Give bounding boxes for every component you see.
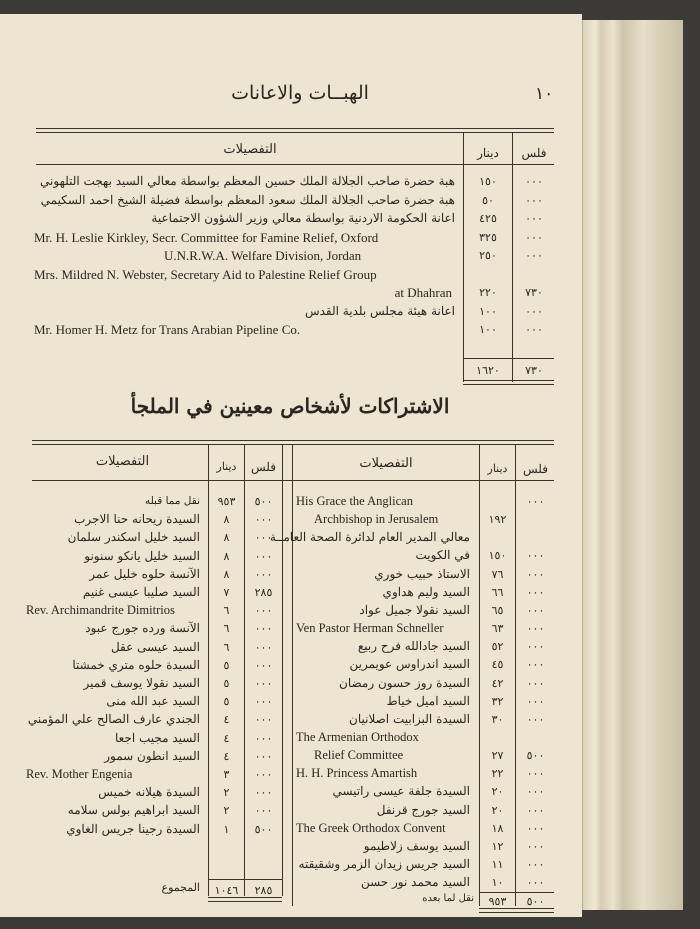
- row-fils: ٠٠٠: [525, 249, 543, 262]
- row-fils: ٠٠٠: [526, 767, 545, 781]
- book-page: [0, 14, 582, 917]
- row-fils: ٧٣٠: [525, 286, 543, 299]
- row-fils: ٠٠٠: [254, 567, 273, 581]
- row-dinar: ٢٠: [491, 803, 504, 817]
- table-rule: [36, 128, 554, 133]
- page-edges: [582, 20, 683, 910]
- row-details: السيدة جلفة عيسى راتيسي: [332, 784, 470, 799]
- row-fils: ٠٠٠: [526, 495, 545, 508]
- column-rule: [244, 444, 245, 896]
- column-rule: [479, 444, 480, 906]
- row-dinar: ٣: [223, 768, 230, 781]
- row-details: السيد وليم هداوي: [382, 584, 470, 599]
- carry-forward-dinar: ٩٥٣: [488, 895, 507, 908]
- column-rule: [282, 444, 283, 896]
- row-details: الآنسة ورده جورج عبود: [85, 621, 200, 636]
- row-fils: ٠٠٠: [526, 603, 545, 617]
- row-details: السيد مجيب اجعا: [114, 730, 200, 745]
- row-details: السيد اميل خياط: [386, 693, 470, 708]
- column-rule: [208, 444, 209, 896]
- row-fils: ٠٠٠: [526, 549, 545, 563]
- row-fils: ٠٠٠: [254, 531, 273, 545]
- row-details: هبة حضرة صاحب الجلالة الملك سعود المعظم بواسطة فضيلة الشيخ احمد السكيمي: [40, 192, 455, 207]
- row-dinar: ٨: [223, 531, 230, 545]
- row-fils: ٠٠٠: [254, 749, 273, 763]
- row-details: Relief Committee: [314, 748, 404, 763]
- row-details: معالي المدير العام لدائرة الصحة العامــة: [269, 530, 470, 545]
- row-fils: ٠٠٠: [526, 821, 545, 835]
- row-fils: ٠٠٠: [254, 622, 273, 636]
- row-dinar: ٤: [223, 749, 230, 763]
- row-dinar: ١٠٠: [479, 304, 497, 318]
- row-details: U.N.R.W.A. Welfare Division, Jordan: [164, 248, 362, 263]
- row-fils: ٠٠٠: [526, 694, 545, 708]
- section-heading: الاشتراكات لأشخاص معينين في الملجأ: [130, 394, 450, 418]
- row-fils: ٠٠٠: [254, 640, 273, 654]
- row-dinar: ٢: [223, 804, 230, 818]
- row-fils: ٠٠٠: [254, 804, 273, 818]
- header-dinar: دينار: [216, 460, 237, 473]
- row-details: السيد جادالله فرح ربيع: [357, 639, 470, 654]
- page-number: ١٠: [535, 84, 554, 104]
- row-details: الاستاذ حبيب خوري: [374, 566, 470, 581]
- row-details: السيد جريس زيدان الزمر وشقيقته: [298, 857, 470, 871]
- row-dinar: ٢٢: [491, 767, 504, 781]
- header-fils: فلس: [250, 460, 276, 474]
- row-details: نقل مما قبله: [144, 495, 200, 507]
- row-dinar: ٣٢٥: [479, 230, 497, 244]
- row-dinar: ١٨: [491, 821, 504, 835]
- row-details: Ven Pastor Herman Schneller: [296, 621, 444, 636]
- column-rule: [463, 132, 464, 382]
- header-fils: فلس: [521, 146, 547, 160]
- carry-forward-label: نقل لما بعده: [422, 893, 474, 904]
- row-fils: ٥٠٠: [526, 749, 545, 763]
- row-fils: ٠٠٠: [526, 585, 545, 599]
- row-details: في الكويت: [415, 548, 470, 563]
- table-rule: [32, 440, 554, 445]
- row-details: السيدة حلوه متري خمشتا: [72, 657, 200, 672]
- footer-rule: [479, 892, 554, 893]
- row-dinar: ٥٠: [482, 193, 494, 207]
- row-fils: ٠٠٠: [525, 212, 543, 225]
- row-dinar: ٤٥: [491, 658, 504, 672]
- row-details: at Dhahran: [394, 285, 452, 300]
- row-details: The Greek Orthodox Convent: [296, 820, 446, 835]
- row-details: السيد عيسى عقل: [110, 639, 200, 654]
- row-fils: ٠٠٠: [526, 803, 545, 817]
- row-dinar: ٥: [223, 695, 230, 709]
- row-dinar: ٨: [223, 549, 230, 563]
- column-rule: [292, 444, 293, 906]
- table-rule: [208, 897, 282, 902]
- row-details: Rev. Mother Engenia: [26, 767, 133, 781]
- table-rule: [32, 480, 554, 481]
- column-rule: [515, 444, 516, 906]
- total-label: المجموع: [161, 881, 200, 894]
- row-dinar: ٢٥٠: [479, 249, 497, 262]
- row-dinar: ٥٢: [491, 640, 504, 654]
- row-fils: ٠٠٠: [526, 858, 545, 871]
- row-fils: ٠٠٠: [526, 712, 545, 726]
- row-dinar: ٤: [223, 731, 230, 745]
- row-details: The Armenian Orthodox: [296, 729, 419, 744]
- row-dinar: ١٥٠: [479, 175, 497, 188]
- row-fils: ٠٠٠: [254, 677, 273, 690]
- total-dinar: ١٦٢٠: [476, 364, 500, 377]
- row-dinar: ١٩٢: [488, 513, 507, 527]
- row-details: السيد نقولا يوسف قمير: [83, 676, 200, 690]
- row-fils: ٠٠٠: [254, 604, 273, 618]
- row-fils: ٠٠٠: [254, 713, 273, 727]
- row-dinar: ٦: [223, 640, 230, 654]
- row-details: السيدة ريحانه حنا الاجرب: [74, 512, 200, 527]
- row-fils: ٠٠٠: [526, 839, 545, 853]
- row-dinar: ٢٧: [491, 749, 504, 763]
- row-fils: ٠٠٠: [526, 876, 545, 890]
- row-details: السيد خليل يانكو سنونو: [84, 548, 200, 563]
- total-dinar: ١٠٤٦: [214, 884, 239, 897]
- table-rule: [463, 380, 554, 385]
- running-title: الهبــات والاعانات: [231, 82, 369, 104]
- row-fils: ٠٠٠: [254, 786, 273, 800]
- row-fils: ٠٠٠: [526, 640, 545, 654]
- row-details: السيدة رجينا جريس الغاوي: [66, 821, 200, 836]
- total-rule: [208, 879, 282, 880]
- header-dinar: دينار: [477, 146, 499, 160]
- row-dinar: ٦: [223, 604, 230, 618]
- header-fils: فلس: [522, 462, 548, 476]
- total-rule: [463, 358, 554, 359]
- row-dinar: ٤٢: [491, 676, 504, 690]
- row-dinar: ٧٦: [491, 567, 504, 581]
- row-details: Rev. Archimandrite Dimitrios: [26, 603, 175, 618]
- row-details: اعانة الحكومة الاردنية بواسطة معالي وزير الشؤون الاجتماعية: [151, 211, 455, 225]
- row-fils: ٢٨٥: [254, 586, 273, 599]
- row-dinar: ١٢: [491, 839, 504, 853]
- row-dinar: ١٠٠: [479, 323, 497, 336]
- row-dinar: ٦٣: [491, 622, 504, 636]
- row-details: Mr. Homer H. Metz for Trans Arabian Pipeline Co.: [34, 322, 301, 337]
- row-dinar: ٤٢٥: [479, 212, 497, 225]
- row-dinar: ١: [223, 822, 230, 836]
- row-dinar: ١٠: [491, 876, 504, 890]
- row-fils: ٠٠٠: [526, 676, 545, 690]
- row-dinar: ٧: [223, 586, 230, 599]
- row-details: هبة حضرة صاحب الجلالة الملك حسين المعظم بواسطة معالي السيد بهجت التلهوني: [40, 174, 455, 188]
- row-fils: ٠٠٠: [254, 731, 273, 745]
- row-details: الآنسة حلوه خليل عمر: [89, 566, 200, 581]
- row-details: الجندي عارف الصالح علي المؤمني: [27, 712, 200, 727]
- row-details: اعانة هيئة مجلس بلدية القدس: [304, 303, 455, 318]
- carry-forward-fils: ٥٠٠: [526, 895, 545, 908]
- row-fils: ٠٠٠: [526, 622, 545, 636]
- row-fils: ٠٠٠: [254, 768, 273, 781]
- row-fils: ٠٠٠: [525, 193, 543, 207]
- row-fils: ٠٠٠: [254, 549, 273, 563]
- row-dinar: ٢٢٠: [479, 286, 497, 299]
- row-details: Archbishop in Jerusalem: [314, 512, 439, 527]
- row-dinar: ٥: [223, 677, 230, 690]
- header-details: التفصيلات: [223, 142, 277, 157]
- row-details: السيد عبد الله منى: [106, 694, 200, 709]
- row-details: السيد محمد نور حسن: [360, 875, 470, 890]
- row-fils: ٠٠٠: [254, 695, 273, 709]
- row-details: السيد جورج قرنفل: [376, 802, 470, 817]
- row-dinar: ١٥٠: [488, 549, 507, 563]
- row-fils: ٠٠٠: [525, 323, 543, 336]
- row-fils: ٠٠٠: [525, 175, 543, 188]
- total-fils: ٧٣٠: [525, 364, 543, 377]
- row-details: His Grace the Anglican: [296, 494, 413, 508]
- table-rule: [479, 908, 554, 913]
- row-dinar: ٣٢: [491, 694, 504, 708]
- row-fils: ٥٠٠: [254, 495, 273, 508]
- row-details: H. H. Princess Amartish: [296, 766, 418, 781]
- row-dinar: ٤: [223, 713, 230, 727]
- total-fils: ٢٨٥: [254, 884, 273, 897]
- row-dinar: ١١: [491, 858, 504, 871]
- row-fils: ٠٠٠: [526, 567, 545, 581]
- row-dinar: ٨: [223, 567, 230, 581]
- row-details: السيد نقولا جميل عواد: [359, 602, 470, 617]
- row-dinar: ٨: [223, 513, 230, 527]
- row-details: السيد يوسف زلاطيمو: [363, 838, 470, 853]
- row-dinar: ٢: [223, 786, 230, 800]
- row-details: السيد خليل اسكندر سلمان: [67, 530, 200, 545]
- row-details: السيدة روز حسون رمضان: [339, 675, 470, 690]
- row-fils: ٠٠٠: [526, 658, 545, 672]
- row-details: السيد صليبا عيسى غنيم: [82, 585, 200, 599]
- row-dinar: ٢٠: [491, 785, 504, 799]
- row-details: السيد انطون سمور: [104, 748, 200, 763]
- row-details: Mr. H. Leslie Kirkley, Secr. Committee for Famine Relief, Oxford: [34, 229, 379, 245]
- row-fils: ٥٠٠: [254, 822, 273, 836]
- column-rule: [512, 132, 513, 382]
- row-details: السيد ابراهيم بولس سلامه: [67, 803, 200, 818]
- row-dinar: ٥: [223, 658, 230, 672]
- row-details: Mrs. Mildred N. Webster, Secretary Aid to Palestine Relief Group: [34, 266, 377, 282]
- row-dinar: ٣٠: [491, 712, 504, 726]
- row-fils: ٠٠٠: [525, 230, 543, 244]
- header-details: التفصيلات: [359, 456, 413, 471]
- header-details: التفصيلات: [95, 454, 150, 469]
- row-dinar: ٦: [223, 622, 230, 636]
- row-details: السيد اندراوس عويمرين: [349, 657, 470, 672]
- header-dinar: دينار: [487, 462, 508, 475]
- table-rule: [36, 164, 554, 165]
- row-dinar: ٦٦: [491, 585, 504, 599]
- row-details: السيدة هيلانه خميس: [98, 785, 200, 800]
- row-dinar: ٩٥٣: [217, 495, 236, 508]
- row-dinar: ٦٥: [491, 603, 504, 617]
- row-details: السيدة البزابيت اصلانيان: [349, 711, 470, 726]
- row-fils: ٠٠٠: [526, 785, 545, 799]
- row-fils: ٠٠٠: [525, 304, 543, 318]
- row-fils: ٠٠٠: [254, 658, 273, 672]
- row-fils: ٠٠٠: [254, 513, 273, 527]
